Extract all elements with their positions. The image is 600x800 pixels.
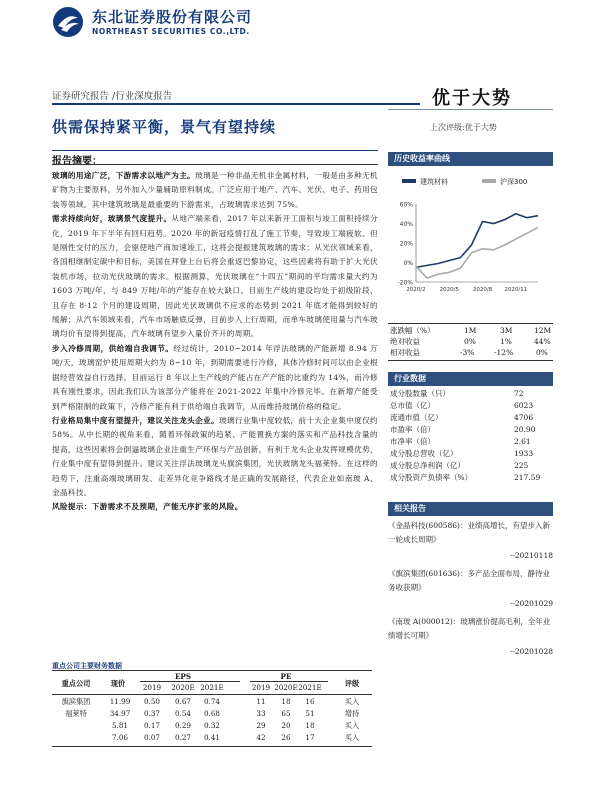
table-cell: 29	[256, 721, 266, 730]
table-header: 2020E	[274, 683, 298, 692]
summary-paragraph	[52, 212, 378, 342]
table-cell: 16	[305, 697, 315, 706]
table-cell: 0.54	[174, 709, 191, 718]
summary-paragraph	[52, 500, 378, 514]
table-header: PE	[280, 672, 292, 681]
summary-rule	[52, 164, 378, 165]
table-header: 现价	[110, 679, 126, 688]
table-cell: 0.29	[174, 721, 191, 730]
header-rule	[52, 103, 420, 105]
industry-heading: 行业数据	[388, 372, 553, 386]
table-cell: 增持	[344, 709, 360, 718]
summary-body	[52, 169, 378, 515]
table-cell: 0.67	[174, 697, 191, 706]
industry-label: 成分股总营收（亿）	[390, 449, 458, 458]
table-cell: 7.06	[111, 733, 128, 742]
industry-value: 20.90	[514, 425, 536, 434]
paragraph-text: 玻璃是一种非晶无机非金属材料，一般是由多种无机矿物为主要原料，另外加入少量辅助原料制成。广泛应用于地产、汽车、光伏、电子、药用包装等领域。其中建筑玻璃是最重要的下游需求，占玻璃需求达到 75%。	[52, 171, 378, 209]
y-tick-label: 20%	[399, 240, 413, 248]
table-rule	[140, 681, 240, 682]
paragraph-lead: 需求持续向好，玻璃景气度提升。	[52, 214, 172, 224]
paragraph-text: 玻璃行业集中度较低，前十大企业集中度仅约 58%。从中长期的视角来看，随着环保政策的趋紧、产能置换方案的落实和产品科技含量的提高，这些因素将会倒逼玻璃企业注重生产环保与产品创新，有利于龙头企业发挥规模优势，行业集中度有望得到提升。建议关注浮法玻璃龙头旗滨集团，光伏玻璃龙头福莱特。在这样的趋势下，注重高端玻璃研发、走差异化竞争路线才是正确的发展路径，代表企业如南玻 A、金晶科技。	[52, 415, 378, 497]
legend-label: 建筑材料	[420, 178, 448, 186]
industry-row	[388, 400, 553, 411]
table-cell: 0.07	[143, 733, 160, 742]
legend-label: 沪深300	[500, 178, 528, 186]
related-heading: 相关报告	[388, 502, 553, 516]
related-report[interactable]: 《旗滨集团(601636)：多产品全面布局，静待业务收获期》	[388, 569, 550, 592]
table-cell: -12%	[494, 348, 514, 357]
industry-row	[388, 412, 553, 423]
paragraph-lead: 行业格局集中度有望提升，建议关注龙头企业。	[52, 415, 219, 425]
table-header: 2021E	[200, 683, 224, 692]
return-chart-svg	[388, 170, 553, 300]
table-cell: 44%	[534, 337, 551, 346]
logo-text-cn: 东北证券股份有限公司	[92, 8, 253, 26]
y-tick-label: 0%	[403, 260, 413, 267]
table-cell: 0.41	[203, 733, 220, 742]
industry-row	[388, 388, 553, 399]
company-table-caption: 重点公司主要财务数据	[52, 662, 122, 670]
x-tick-label: 2020/11	[504, 287, 528, 293]
industry-label: 成分股资产负债率（%）	[390, 473, 473, 482]
chart-section-heading: 历史收益率曲线	[388, 152, 553, 166]
table-cell: 26	[281, 733, 291, 742]
industry-label: 市净率（倍）	[390, 437, 435, 446]
industry-row	[388, 460, 553, 471]
table-cell: 0%	[536, 348, 548, 357]
table-cell: 买入	[344, 721, 360, 730]
paragraph-lead: 步入冷修周期，供给端自我调节。	[52, 343, 174, 353]
table-header: 12M	[534, 326, 552, 335]
table-cell: 买入	[344, 733, 360, 742]
y-tick-label: -20%	[397, 279, 413, 287]
table-rule	[52, 694, 372, 695]
table-rule	[250, 681, 328, 682]
table-cell: 相对收益	[390, 348, 420, 357]
table-header: 2021E	[298, 683, 322, 692]
industry-label: 流通市值（亿）	[390, 413, 443, 422]
industry-value: 2.61	[514, 437, 531, 446]
table-cell: 18	[305, 721, 315, 730]
table-cell: 11.99	[109, 697, 131, 706]
table-cell: 0.74	[203, 697, 220, 706]
table-cell: 5.81	[111, 721, 128, 730]
y-tick-label: 40%	[399, 221, 413, 228]
x-tick-label: 2020/2	[406, 287, 426, 293]
table-row	[388, 336, 553, 347]
table-rule	[52, 670, 372, 671]
rating-rule	[388, 109, 553, 110]
related-report-date: --20201028	[509, 647, 553, 656]
paragraph-lead: 风险提示：下游需求不及预期，产能无序扩张的风险。	[52, 502, 243, 512]
industry-value: 1933	[514, 449, 534, 458]
previous-rating: 上次评级:优于大势	[430, 123, 497, 132]
industry-label: 总市值（亿）	[390, 401, 435, 410]
related-report[interactable]: 《南玻 A(000012)：玻璃涨价提高毛利，全年业绩增长可期》	[388, 617, 551, 640]
industry-value: 4706	[514, 413, 534, 422]
table-header: 重点公司	[61, 679, 91, 688]
table-cell: 51	[305, 709, 315, 718]
paragraph-text: 经过统计，2010~2014 年浮法玻璃的产能新增 8.94 万吨/天，玻璃窑炉使用周期大约为 8~10 年，到期需要进行冷修，具体冷修时间可以由企业根据经营效益自行选择。目前运行 8 年以上生产线的产能占在产产能的比重约为 14%，而冷修具有刚性要求，因此我们认为该部分产能将在 2021-2022 年集中冷修完毕。在新增产能受到严格限制的政策下，冷修产能有利于供给端自我调节，从而维持玻璃价格的稳定。	[52, 343, 378, 411]
table-cell: 0.37	[143, 709, 160, 718]
table-header: 涨跌幅（%）	[390, 326, 435, 335]
table-header: 1M	[464, 326, 477, 335]
table-rule	[388, 360, 553, 361]
industry-value: 72	[514, 389, 524, 398]
industry-value: 225	[514, 461, 529, 470]
series-line	[416, 214, 538, 268]
table-header: 2020E	[171, 683, 195, 692]
y-tick-label: 60%	[399, 201, 413, 209]
table-rule	[52, 746, 372, 747]
company-logo	[52, 6, 282, 38]
table-header: 2019	[142, 683, 162, 692]
related-report-date: --20210118	[509, 551, 553, 560]
table-cell: 福莱特	[65, 709, 87, 718]
table-cell: 20	[281, 721, 291, 730]
paragraph-lead: 玻璃的用途广泛，下游需求以地产为主。	[52, 171, 196, 180]
table-header: 3M	[500, 326, 513, 335]
table-cell: 11	[256, 697, 266, 706]
table-cell: 0%	[464, 337, 476, 346]
summary-paragraph	[52, 169, 378, 212]
table-cell: 绝对收益	[390, 337, 420, 346]
legend-swatch	[482, 179, 496, 183]
table-header: 评级	[344, 679, 360, 688]
summary-paragraph	[52, 342, 378, 414]
legend-swatch	[402, 179, 416, 183]
summary-heading: 报告摘要：	[52, 150, 378, 165]
report-type: 证券研究报告 /行业深度报告	[52, 91, 173, 102]
industry-row	[388, 436, 553, 447]
table-cell: 65	[281, 709, 291, 718]
table-cell: 旗滨集团	[61, 697, 91, 706]
table-cell: 1%	[500, 337, 512, 346]
x-tick-label: 2020/5	[439, 287, 459, 293]
related-report-date: --20201029	[509, 599, 553, 608]
table-cell: 0.17	[143, 721, 160, 730]
logo-emblem-icon	[52, 6, 84, 38]
table-cell: 18	[281, 697, 291, 706]
industry-value: 6023	[514, 401, 534, 410]
table-cell: 0.68	[203, 709, 220, 718]
industry-label: 成分股总净利润（亿）	[390, 461, 465, 470]
table-cell: -3%	[460, 348, 475, 357]
table-row	[388, 347, 553, 358]
industry-row	[388, 448, 553, 459]
industry-label: 成分股数量（只）	[390, 389, 450, 398]
table-header: EPS	[174, 672, 192, 681]
table-cell: 0.32	[203, 721, 220, 730]
table-header-row	[388, 325, 553, 336]
logo-text-en: NORTHEAST SECURITIES CO.,LTD.	[92, 27, 250, 36]
return-chart	[388, 170, 553, 300]
table-cell: 42	[256, 733, 266, 742]
industry-label: 市盈率（倍）	[390, 425, 435, 434]
related-report[interactable]: 《金晶科技(600586)：业绩高增长，有望步入新一轮成长周期》	[388, 521, 550, 544]
industry-row	[388, 424, 553, 435]
table-cell: 34.97	[109, 709, 131, 718]
table-rule	[388, 323, 553, 324]
x-tick-label: 2020/8	[472, 287, 493, 293]
table-cell: 买入	[344, 697, 360, 706]
paragraph-text: 从地产端来看，2017 年以来新开工面积与竣工面积持续分化，2019 年下半年有回归趋势。2020 年的新冠疫情打乱了施工节奏，导致竣工端疲软。但是刚性交付的压力，会驱使地产商加速竣工，这将会提振建筑玻璃的需求；从光伏领域来看，各国相继制定碳中和目标，美国在拜登上台后将会重返巴黎协定，这些因素将有助于扩大光伏装机市场，拉动光伏玻璃的需求。根据测算，光伏玻璃在“十四五”期间的平均需求量大约为 1603 万吨/年，与 849 万吨/年的产能存在较大缺口。目前生产线的建设均处于初级阶段，且存在 8-12 个月的建设周期，因此光伏玻璃供不应求的态势到 2021 年底才能得到较好的缓解；从汽车领域来看，汽车市场触底反弹，目前步入上行周期，而单车玻璃使用量与汽车玻璃均价有望得到提高，汽车玻璃有望步入量价齐升的周期。	[52, 214, 379, 339]
table-cell: 17	[305, 733, 315, 742]
industry-row	[388, 472, 553, 483]
industry-value: 217.59	[514, 473, 541, 482]
table-cell: 0.27	[174, 733, 191, 742]
table-header: 2019	[251, 683, 271, 692]
page-title: 供需保持紧平衡，景气有望持续	[52, 118, 277, 136]
summary-paragraph	[52, 414, 378, 500]
table-cell: 33	[256, 709, 266, 718]
rating: 优于大势	[432, 88, 512, 109]
table-cell: 0.50	[143, 697, 160, 706]
